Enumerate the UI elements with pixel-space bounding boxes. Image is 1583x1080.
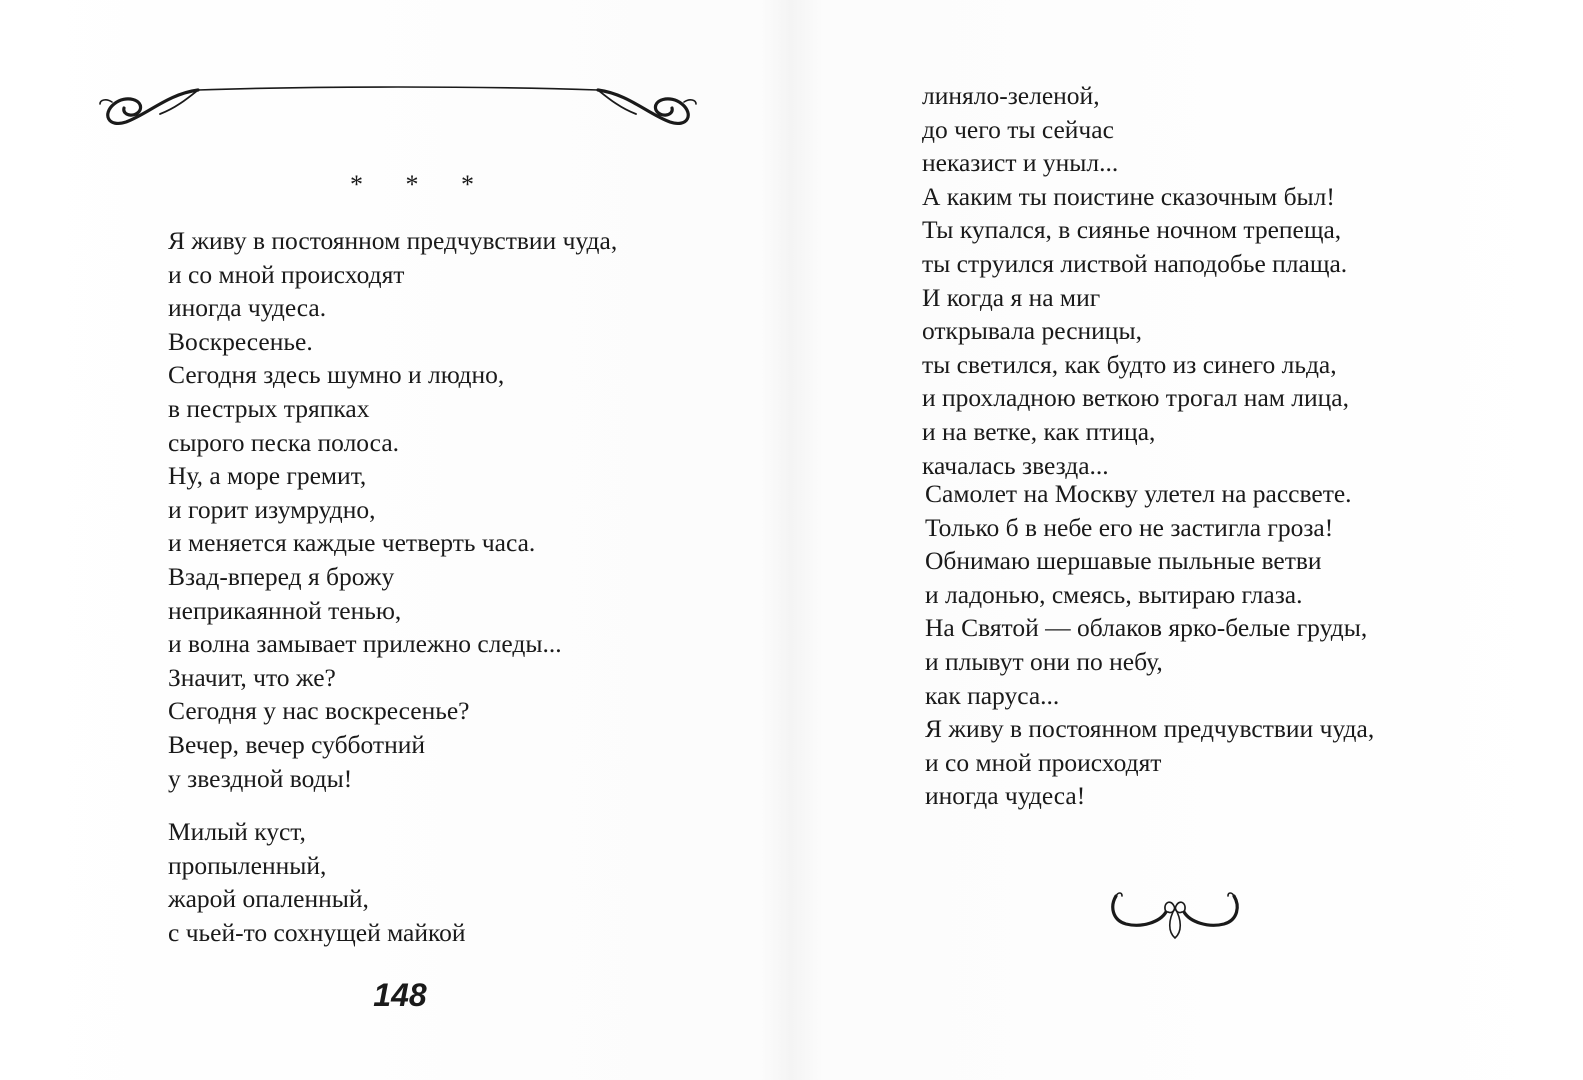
poem-line: Взад-вперед я брожу bbox=[168, 561, 395, 591]
poem-line: А каким ты поистине сказочным был! bbox=[922, 181, 1335, 211]
poem-line: и со мной происходят bbox=[925, 747, 1162, 777]
poem-line: качалась звезда... bbox=[922, 450, 1109, 480]
flourish-divider-icon bbox=[98, 74, 698, 130]
poem-line: пропыленный, bbox=[168, 850, 327, 880]
poem-line: ты светился, как будто из синего льда, bbox=[922, 349, 1337, 379]
poem-line: и со мной происходят bbox=[168, 259, 405, 289]
poem-line: жарой опаленный, bbox=[168, 884, 369, 914]
poem-line: Ты купался, в сиянье ночном трепеща, bbox=[922, 215, 1342, 245]
poem-line: и на ветке, как птица, bbox=[922, 416, 1156, 446]
poem-line: в пестрых тряпках bbox=[168, 393, 370, 423]
poem-line: ты струился листвой наподобье плаща. bbox=[922, 248, 1348, 278]
poem-line: и волна замывает прилежно следы... bbox=[168, 629, 562, 659]
page-number: 148 bbox=[373, 977, 427, 1013]
section-separator: * * * bbox=[350, 170, 492, 199]
poem-line: у звездной воды! bbox=[168, 763, 353, 793]
poem-line: иногда чудеса! bbox=[925, 781, 1086, 811]
poem-line: Сегодня у нас воскресенье? bbox=[168, 696, 470, 726]
poem-line: Ну, а море гремит, bbox=[168, 461, 367, 491]
poem-line: и плывут они по небу, bbox=[925, 646, 1163, 676]
poem-line: и горит изумрудно, bbox=[168, 494, 376, 524]
poem-line: И когда я на миг bbox=[922, 282, 1101, 312]
poem-line: линяло-зеленой, bbox=[922, 81, 1100, 110]
poem-line: Я живу в постоянном предчувствии чуда, bbox=[925, 714, 1375, 744]
poem-line: Самолет на Москву улетел на рассвете. bbox=[925, 479, 1352, 508]
flourish-endpiece-icon bbox=[1108, 882, 1242, 944]
stanza-right-1 bbox=[922, 79, 1349, 482]
poem-line: Воскресенье. bbox=[168, 326, 313, 356]
poem-line: Милый куст, bbox=[168, 817, 306, 846]
stanza-left-1 bbox=[168, 224, 617, 795]
poem-line: Значит, что же? bbox=[168, 662, 336, 692]
poem-line: На Святой — облаков ярко-белые груды, bbox=[925, 613, 1368, 643]
poem-line: Сегодня здесь шумно и людно, bbox=[168, 360, 505, 390]
poem-line: неказист и уныл... bbox=[922, 148, 1119, 178]
stanza-right-2 bbox=[925, 477, 1374, 813]
poem-line: иногда чудеса. bbox=[168, 293, 327, 323]
stanza-left-2 bbox=[168, 815, 466, 949]
poem-line: Вечер, вечер субботний bbox=[168, 729, 426, 759]
poem-line: как паруса... bbox=[925, 680, 1060, 710]
poem-line: Только б в небе его не застигла гроза! bbox=[925, 512, 1334, 542]
poem-line: Обнимаю шершавые пыльные ветви bbox=[925, 546, 1322, 576]
poem-line: с чьей-то сохнущей майкой bbox=[168, 917, 466, 947]
poem-line: и ладонью, смеясь, вытираю глаза. bbox=[925, 579, 1303, 609]
left-page bbox=[0, 0, 790, 1080]
poem-line: открывала ресницы, bbox=[922, 316, 1142, 346]
poem-line: и прохладною веткою трогал нам лица, bbox=[922, 383, 1349, 413]
poem-line: и меняется каждые четверть часа. bbox=[168, 528, 536, 558]
right-page bbox=[792, 0, 1583, 1080]
poem-line: Я живу в постоянном предчувствии чуда, bbox=[168, 226, 618, 255]
poem-line: неприкаянной тенью, bbox=[168, 595, 402, 625]
poem-line: до чего ты сейчас bbox=[922, 114, 1114, 144]
poem-line: сырого песка полоса. bbox=[168, 427, 400, 457]
